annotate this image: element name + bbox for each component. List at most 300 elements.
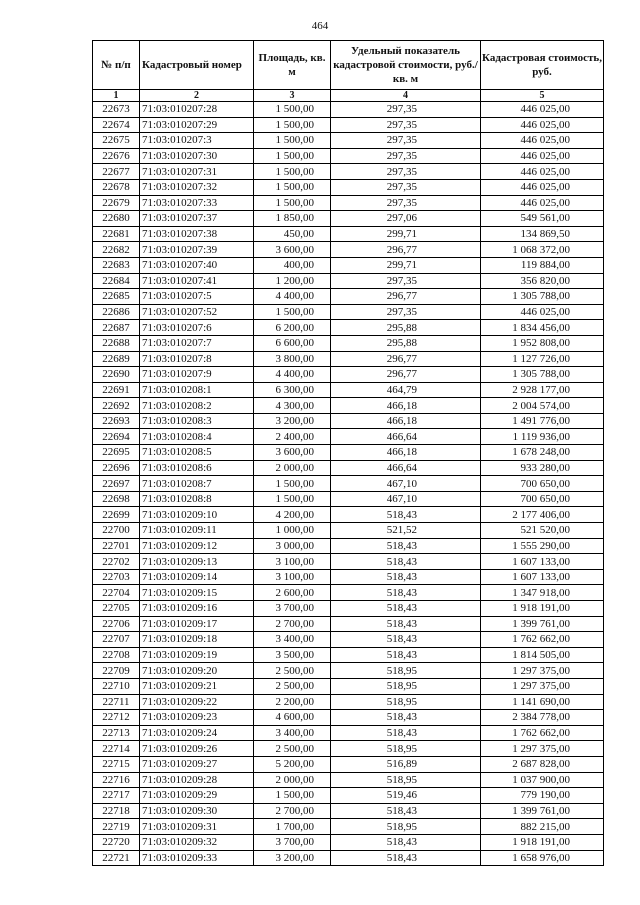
specific-index-cell: 466,18 <box>331 445 481 461</box>
cadastral-value-cell: 1 297 375,00 <box>481 678 604 694</box>
cadastral-value-cell: 700 650,00 <box>481 491 604 507</box>
cadastral-number-cell: 71:03:010207:33 <box>140 195 254 211</box>
table-row <box>93 803 604 819</box>
specific-index-cell: 518,43 <box>331 710 481 726</box>
specific-index-cell: 521,52 <box>331 523 481 539</box>
specific-index-cell: 297,06 <box>331 211 481 227</box>
table-row <box>93 102 604 118</box>
row-number-cell: 22700 <box>93 523 140 539</box>
specific-index-cell: 297,35 <box>331 117 481 133</box>
table-row <box>93 663 604 679</box>
cadastral-value-cell: 1 297 375,00 <box>481 663 604 679</box>
cadastral-number-cell: 71:03:010208:3 <box>140 413 254 429</box>
table-row <box>93 242 604 258</box>
area-cell: 6 300,00 <box>254 382 331 398</box>
cadastral-number-cell: 71:03:010207:3 <box>140 133 254 149</box>
row-number-cell: 22714 <box>93 741 140 757</box>
cadastral-value-cell: 1 347 918,00 <box>481 585 604 601</box>
table-row <box>93 257 604 273</box>
table-row <box>93 756 604 772</box>
cadastral-value-cell: 1 762 662,00 <box>481 725 604 741</box>
cadastral-number-cell: 71:03:010209:28 <box>140 772 254 788</box>
cadastral-value-cell: 1 918 191,00 <box>481 601 604 617</box>
specific-index-cell: 518,43 <box>331 647 481 663</box>
specific-index-cell: 297,35 <box>331 164 481 180</box>
row-number-cell: 22681 <box>93 226 140 242</box>
table-row <box>93 725 604 741</box>
specific-index-cell: 518,43 <box>331 834 481 850</box>
row-number-cell: 22713 <box>93 725 140 741</box>
specific-index-cell: 466,18 <box>331 398 481 414</box>
area-cell: 3 800,00 <box>254 351 331 367</box>
cadastral-value-cell: 1 952 808,00 <box>481 335 604 351</box>
specific-index-cell: 295,88 <box>331 320 481 336</box>
table-row <box>93 398 604 414</box>
table-row <box>93 741 604 757</box>
area-cell: 1 500,00 <box>254 133 331 149</box>
cadastral-number-cell: 71:03:010209:13 <box>140 554 254 570</box>
cadastral-number-cell: 71:03:010208:6 <box>140 460 254 476</box>
cadastral-number-cell: 71:03:010209:26 <box>140 741 254 757</box>
row-number-cell: 22677 <box>93 164 140 180</box>
specific-index-cell: 518,95 <box>331 741 481 757</box>
cadastral-number-cell: 71:03:010209:32 <box>140 834 254 850</box>
specific-index-cell: 518,43 <box>331 803 481 819</box>
area-cell: 2 200,00 <box>254 694 331 710</box>
table-row <box>93 850 604 866</box>
cadastral-number-cell: 71:03:010209:31 <box>140 819 254 835</box>
area-cell: 1 500,00 <box>254 148 331 164</box>
row-number-cell: 22703 <box>93 569 140 585</box>
cadastral-value-cell: 1 305 788,00 <box>481 289 604 305</box>
cadastral-number-cell: 71:03:010207:6 <box>140 320 254 336</box>
cadastral-value-cell: 1 658 976,00 <box>481 850 604 866</box>
area-cell: 4 400,00 <box>254 367 331 383</box>
cadastral-value-cell: 1 834 456,00 <box>481 320 604 336</box>
row-number-cell: 22693 <box>93 413 140 429</box>
cadastral-number-cell: 71:03:010207:41 <box>140 273 254 289</box>
row-number-cell: 22694 <box>93 429 140 445</box>
specific-index-cell: 518,43 <box>331 569 481 585</box>
area-cell: 1 500,00 <box>254 304 331 320</box>
cadastral-value-cell: 119 884,00 <box>481 257 604 273</box>
row-number-cell: 22709 <box>93 663 140 679</box>
row-number-cell: 22701 <box>93 538 140 554</box>
cadastral-number-cell: 71:03:010208:1 <box>140 382 254 398</box>
area-cell: 1 500,00 <box>254 491 331 507</box>
row-number-cell: 22711 <box>93 694 140 710</box>
table-row <box>93 834 604 850</box>
cadastral-number-cell: 71:03:010209:11 <box>140 523 254 539</box>
cadastral-number-cell: 71:03:010209:22 <box>140 694 254 710</box>
row-number-cell: 22688 <box>93 335 140 351</box>
cadastral-number-cell: 71:03:010207:39 <box>140 242 254 258</box>
table-row <box>93 304 604 320</box>
specific-index-cell: 518,43 <box>331 554 481 570</box>
table-row <box>93 133 604 149</box>
cadastral-value-cell: 2 928 177,00 <box>481 382 604 398</box>
cadastral-value-cell: 446 025,00 <box>481 304 604 320</box>
area-cell: 3 100,00 <box>254 569 331 585</box>
table-row <box>93 211 604 227</box>
area-cell: 2 600,00 <box>254 585 331 601</box>
header-specific-index: Удельный показатель кадастровой стоимости, руб./кв. м <box>331 41 481 90</box>
specific-index-cell: 299,71 <box>331 257 481 273</box>
area-cell: 1 500,00 <box>254 102 331 118</box>
specific-index-cell: 518,43 <box>331 725 481 741</box>
table-row <box>93 148 604 164</box>
table-row <box>93 507 604 523</box>
cadastral-number-cell: 71:03:010207:38 <box>140 226 254 242</box>
cadastral-value-cell: 2 177 406,00 <box>481 507 604 523</box>
row-number-cell: 22696 <box>93 460 140 476</box>
area-cell: 1 500,00 <box>254 179 331 195</box>
cadastral-value-cell: 521 520,00 <box>481 523 604 539</box>
area-cell: 3 400,00 <box>254 725 331 741</box>
specific-index-cell: 295,88 <box>331 335 481 351</box>
area-cell: 3 000,00 <box>254 538 331 554</box>
row-number-cell: 22716 <box>93 772 140 788</box>
cadastral-number-cell: 71:03:010207:8 <box>140 351 254 367</box>
cadastral-value-cell: 1 068 372,00 <box>481 242 604 258</box>
table-row <box>93 632 604 648</box>
cadastral-value-cell: 1 119 936,00 <box>481 429 604 445</box>
cadastral-number-cell: 71:03:010209:20 <box>140 663 254 679</box>
row-number-cell: 22706 <box>93 616 140 632</box>
row-number-cell: 22687 <box>93 320 140 336</box>
area-cell: 6 600,00 <box>254 335 331 351</box>
row-number-cell: 22691 <box>93 382 140 398</box>
area-cell: 3 400,00 <box>254 632 331 648</box>
table-row <box>93 289 604 305</box>
area-cell: 3 200,00 <box>254 850 331 866</box>
area-cell: 3 500,00 <box>254 647 331 663</box>
cadastral-number-cell: 71:03:010209:15 <box>140 585 254 601</box>
specific-index-cell: 464,79 <box>331 382 481 398</box>
cadastral-table <box>92 40 604 866</box>
area-cell: 4 400,00 <box>254 289 331 305</box>
row-number-cell: 22698 <box>93 491 140 507</box>
header-cadastral-number: Кадастровый номер <box>140 41 254 90</box>
area-cell: 450,00 <box>254 226 331 242</box>
area-cell: 1 500,00 <box>254 788 331 804</box>
row-number-cell: 22689 <box>93 351 140 367</box>
row-number-cell: 22695 <box>93 445 140 461</box>
area-cell: 4 300,00 <box>254 398 331 414</box>
area-cell: 2 000,00 <box>254 460 331 476</box>
row-number-cell: 22673 <box>93 102 140 118</box>
cadastral-value-cell: 1 127 726,00 <box>481 351 604 367</box>
table-row <box>93 601 604 617</box>
specific-index-cell: 296,77 <box>331 367 481 383</box>
table-row <box>93 413 604 429</box>
specific-index-cell: 519,46 <box>331 788 481 804</box>
specific-index-cell: 296,77 <box>331 242 481 258</box>
area-cell: 1 500,00 <box>254 117 331 133</box>
row-number-cell: 22682 <box>93 242 140 258</box>
cadastral-number-cell: 71:03:010207:52 <box>140 304 254 320</box>
table-row <box>93 179 604 195</box>
cadastral-number-cell: 71:03:010209:21 <box>140 678 254 694</box>
row-number-cell: 22721 <box>93 850 140 866</box>
row-number-cell: 22704 <box>93 585 140 601</box>
specific-index-cell: 297,35 <box>331 195 481 211</box>
area-cell: 2 400,00 <box>254 429 331 445</box>
row-number-cell: 22678 <box>93 179 140 195</box>
table-row <box>93 335 604 351</box>
cadastral-value-cell: 446 025,00 <box>481 148 604 164</box>
specific-index-cell: 518,95 <box>331 819 481 835</box>
table-row <box>93 585 604 601</box>
specific-index-cell: 299,71 <box>331 226 481 242</box>
specific-index-cell: 297,35 <box>331 102 481 118</box>
specific-index-cell: 467,10 <box>331 491 481 507</box>
specific-index-cell: 518,43 <box>331 538 481 554</box>
specific-index-cell: 297,35 <box>331 179 481 195</box>
cadastral-number-cell: 71:03:010209:24 <box>140 725 254 741</box>
cadastral-number-cell: 71:03:010207:31 <box>140 164 254 180</box>
area-cell: 1 500,00 <box>254 476 331 492</box>
area-cell: 3 600,00 <box>254 242 331 258</box>
cadastral-value-cell: 1 491 776,00 <box>481 413 604 429</box>
table-row <box>93 226 604 242</box>
table-body <box>93 102 604 866</box>
cadastral-value-cell: 1 918 191,00 <box>481 834 604 850</box>
specific-index-cell: 518,95 <box>331 772 481 788</box>
cadastral-value-cell: 1 607 133,00 <box>481 569 604 585</box>
cadastral-value-cell: 1 297 375,00 <box>481 741 604 757</box>
cadastral-number-cell: 71:03:010208:2 <box>140 398 254 414</box>
cadastral-number-cell: 71:03:010207:40 <box>140 257 254 273</box>
specific-index-cell: 297,35 <box>331 304 481 320</box>
table-row <box>93 523 604 539</box>
row-number-cell: 22697 <box>93 476 140 492</box>
area-cell: 1 000,00 <box>254 523 331 539</box>
cadastral-number-cell: 71:03:010207:32 <box>140 179 254 195</box>
cadastral-number-cell: 71:03:010207:37 <box>140 211 254 227</box>
area-cell: 3 200,00 <box>254 413 331 429</box>
specific-index-cell: 297,35 <box>331 273 481 289</box>
specific-index-cell: 518,43 <box>331 507 481 523</box>
row-number-cell: 22719 <box>93 819 140 835</box>
cadastral-number-cell: 71:03:010207:28 <box>140 102 254 118</box>
cadastral-value-cell: 1 037 900,00 <box>481 772 604 788</box>
cadastral-number-cell: 71:03:010209:29 <box>140 788 254 804</box>
column-number: 5 <box>481 90 604 102</box>
cadastral-number-cell: 71:03:010207:5 <box>140 289 254 305</box>
cadastral-value-cell: 1 607 133,00 <box>481 554 604 570</box>
area-cell: 6 200,00 <box>254 320 331 336</box>
header-area: Площадь, кв. м <box>254 41 331 90</box>
specific-index-cell: 466,64 <box>331 460 481 476</box>
cadastral-number-cell: 71:03:010209:19 <box>140 647 254 663</box>
area-cell: 5 200,00 <box>254 756 331 772</box>
specific-index-cell: 518,95 <box>331 694 481 710</box>
specific-index-cell: 518,43 <box>331 850 481 866</box>
cadastral-value-cell: 2 687 828,00 <box>481 756 604 772</box>
cadastral-number-cell: 71:03:010209:18 <box>140 632 254 648</box>
specific-index-cell: 466,18 <box>331 413 481 429</box>
cadastral-number-cell: 71:03:010209:27 <box>140 756 254 772</box>
cadastral-value-cell: 356 820,00 <box>481 273 604 289</box>
specific-index-cell: 518,43 <box>331 616 481 632</box>
column-number: 4 <box>331 90 481 102</box>
column-number: 3 <box>254 90 331 102</box>
area-cell: 400,00 <box>254 257 331 273</box>
row-number-cell: 22699 <box>93 507 140 523</box>
cadastral-number-cell: 71:03:010207:7 <box>140 335 254 351</box>
cadastral-number-cell: 71:03:010207:30 <box>140 148 254 164</box>
row-number-cell: 22686 <box>93 304 140 320</box>
row-number-cell: 22715 <box>93 756 140 772</box>
cadastral-value-cell: 1 555 290,00 <box>481 538 604 554</box>
area-cell: 1 700,00 <box>254 819 331 835</box>
cadastral-number-cell: 71:03:010209:23 <box>140 710 254 726</box>
table-row <box>93 569 604 585</box>
row-number-cell: 22674 <box>93 117 140 133</box>
area-cell: 1 850,00 <box>254 211 331 227</box>
row-number-cell: 22705 <box>93 601 140 617</box>
area-cell: 3 100,00 <box>254 554 331 570</box>
table-row <box>93 647 604 663</box>
area-cell: 2 500,00 <box>254 678 331 694</box>
table-row <box>93 788 604 804</box>
row-number-cell: 22718 <box>93 803 140 819</box>
area-cell: 2 000,00 <box>254 772 331 788</box>
cadastral-value-cell: 1 399 761,00 <box>481 803 604 819</box>
table-row <box>93 273 604 289</box>
specific-index-cell: 516,89 <box>331 756 481 772</box>
specific-index-cell: 518,43 <box>331 601 481 617</box>
row-number-cell: 22675 <box>93 133 140 149</box>
specific-index-cell: 518,95 <box>331 678 481 694</box>
cadastral-number-cell: 71:03:010207:29 <box>140 117 254 133</box>
cadastral-value-cell: 882 215,00 <box>481 819 604 835</box>
area-cell: 3 600,00 <box>254 445 331 461</box>
row-number-cell: 22720 <box>93 834 140 850</box>
page-number: 464 <box>311 20 329 32</box>
specific-index-cell: 296,77 <box>331 351 481 367</box>
row-number-cell: 22702 <box>93 554 140 570</box>
table-row <box>93 351 604 367</box>
cadastral-number-cell: 71:03:010209:12 <box>140 538 254 554</box>
table-row <box>93 476 604 492</box>
cadastral-value-cell: 1 399 761,00 <box>481 616 604 632</box>
cadastral-number-cell: 71:03:010209:33 <box>140 850 254 866</box>
area-cell: 4 200,00 <box>254 507 331 523</box>
table-row <box>93 320 604 336</box>
cadastral-value-cell: 1 305 788,00 <box>481 367 604 383</box>
cadastral-value-cell: 446 025,00 <box>481 195 604 211</box>
table-row <box>93 367 604 383</box>
table-row <box>93 694 604 710</box>
table-row <box>93 460 604 476</box>
cadastral-value-cell: 446 025,00 <box>481 102 604 118</box>
area-cell: 1 500,00 <box>254 164 331 180</box>
cadastral-number-cell: 71:03:010209:16 <box>140 601 254 617</box>
area-cell: 1 500,00 <box>254 195 331 211</box>
table-row <box>93 429 604 445</box>
table-row <box>93 117 604 133</box>
cadastral-value-cell: 2 384 778,00 <box>481 710 604 726</box>
cadastral-number-cell: 71:03:010209:30 <box>140 803 254 819</box>
column-number: 1 <box>93 90 140 102</box>
row-number-cell: 22684 <box>93 273 140 289</box>
cadastral-value-cell: 446 025,00 <box>481 117 604 133</box>
specific-index-cell: 466,64 <box>331 429 481 445</box>
table-row <box>93 164 604 180</box>
cadastral-value-cell: 1 678 248,00 <box>481 445 604 461</box>
cadastral-value-cell: 446 025,00 <box>481 164 604 180</box>
area-cell: 2 500,00 <box>254 741 331 757</box>
header-num: № п/п <box>93 41 140 90</box>
table-row <box>93 382 604 398</box>
area-cell: 2 700,00 <box>254 803 331 819</box>
header-row <box>93 41 604 90</box>
table-row <box>93 616 604 632</box>
specific-index-cell: 518,95 <box>331 663 481 679</box>
area-cell: 3 700,00 <box>254 834 331 850</box>
cadastral-value-cell: 134 869,50 <box>481 226 604 242</box>
cadastral-number-cell: 71:03:010208:4 <box>140 429 254 445</box>
cadastral-number-cell: 71:03:010208:5 <box>140 445 254 461</box>
cadastral-value-cell: 2 004 574,00 <box>481 398 604 414</box>
cadastral-value-cell: 549 561,00 <box>481 211 604 227</box>
table-row <box>93 772 604 788</box>
specific-index-cell: 467,10 <box>331 476 481 492</box>
cadastral-number-cell: 71:03:010209:17 <box>140 616 254 632</box>
area-cell: 4 600,00 <box>254 710 331 726</box>
area-cell: 3 700,00 <box>254 601 331 617</box>
cadastral-value-cell: 1 762 662,00 <box>481 632 604 648</box>
specific-index-cell: 518,43 <box>331 632 481 648</box>
cadastral-number-cell: 71:03:010209:14 <box>140 569 254 585</box>
table-row <box>93 445 604 461</box>
table-row <box>93 710 604 726</box>
row-number-cell: 22712 <box>93 710 140 726</box>
row-number-cell: 22683 <box>93 257 140 273</box>
cadastral-number-cell: 71:03:010208:7 <box>140 476 254 492</box>
row-number-cell: 22708 <box>93 647 140 663</box>
specific-index-cell: 296,77 <box>331 289 481 305</box>
specific-index-cell: 297,35 <box>331 133 481 149</box>
row-number-cell: 22717 <box>93 788 140 804</box>
cadastral-value-cell: 933 280,00 <box>481 460 604 476</box>
table-row <box>93 678 604 694</box>
cadastral-number-cell: 71:03:010208:8 <box>140 491 254 507</box>
area-cell: 2 500,00 <box>254 663 331 679</box>
area-cell: 2 700,00 <box>254 616 331 632</box>
column-number-row <box>93 90 604 102</box>
specific-index-cell: 518,43 <box>331 585 481 601</box>
cadastral-value-cell: 1 141 690,00 <box>481 694 604 710</box>
table-row <box>93 538 604 554</box>
cadastral-value-cell: 779 190,00 <box>481 788 604 804</box>
table-row <box>93 554 604 570</box>
cadastral-number-cell: 71:03:010209:10 <box>140 507 254 523</box>
row-number-cell: 22692 <box>93 398 140 414</box>
cadastral-value-cell: 1 814 505,00 <box>481 647 604 663</box>
row-number-cell: 22710 <box>93 678 140 694</box>
row-number-cell: 22679 <box>93 195 140 211</box>
row-number-cell: 22676 <box>93 148 140 164</box>
row-number-cell: 22680 <box>93 211 140 227</box>
specific-index-cell: 297,35 <box>331 148 481 164</box>
cadastral-number-cell: 71:03:010207:9 <box>140 367 254 383</box>
row-number-cell: 22685 <box>93 289 140 305</box>
cadastral-value-cell: 446 025,00 <box>481 179 604 195</box>
table-row <box>93 491 604 507</box>
